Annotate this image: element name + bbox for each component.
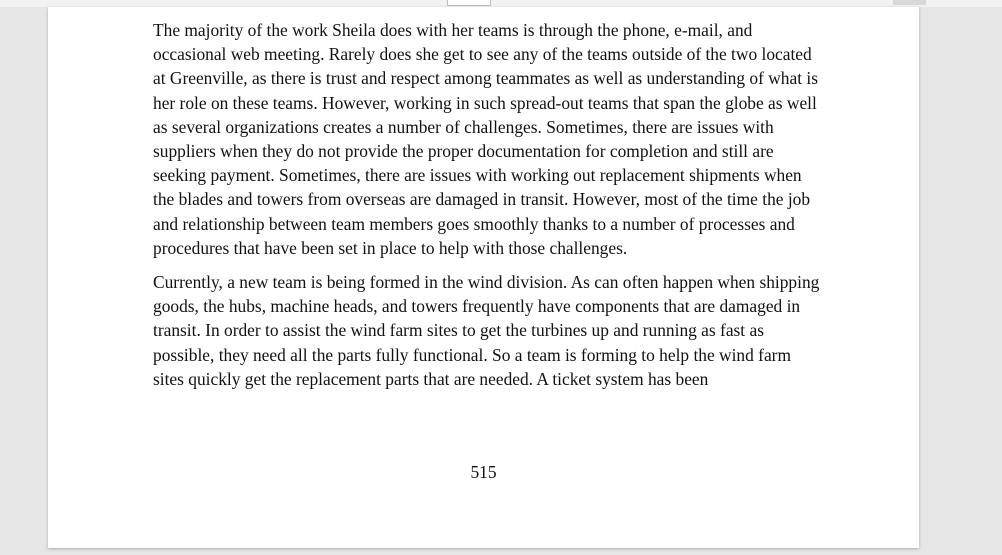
page-text[interactable] bbox=[153, 18, 823, 391]
scrollbar-track[interactable] bbox=[986, 7, 1002, 555]
toolbar-edge bbox=[893, 0, 926, 5]
paragraph[interactable]: The majority of the work Sheila does with her teams is through the phone, e-mail, and occasional web meeting. Rarely does she get to see any of the teams outside of the two located at Greenville, as there is trust and respect among teammates as well as understanding of what is her role on these teams. However, working in such spread-out teams that span the globe as well as several organizations creates a number of challenges. Sometimes, there are issues with suppliers when they do not provide the proper documentation for completion and still are seeking payment. Sometimes, there are issues with working out replacement shipments when the blades and towers from overseas are damaged in transit. However, most of the time the job and relationship between team members goes smoothly thanks to a number of processes and procedures that have been set in place to help with those challenges. bbox=[153, 20, 818, 258]
previous-page-edge bbox=[0, 0, 1002, 7]
document-page[interactable] bbox=[48, 7, 919, 548]
page-number: 515 bbox=[470, 462, 497, 482]
previous-page-marker bbox=[447, 0, 491, 6]
paragraph[interactable]: Currently, a new team is being formed in the wind division. As can often happen when shipping goods, the hubs, machine heads, and towers frequently have components that are damaged in transit. In order to assist the wind farm sites to get the turbines up and running as fast as possible, they need all the parts fully functional. So a team is forming to help the wind farm sites quickly get the replacement parts that are needed. A ticket system has been bbox=[153, 272, 820, 389]
